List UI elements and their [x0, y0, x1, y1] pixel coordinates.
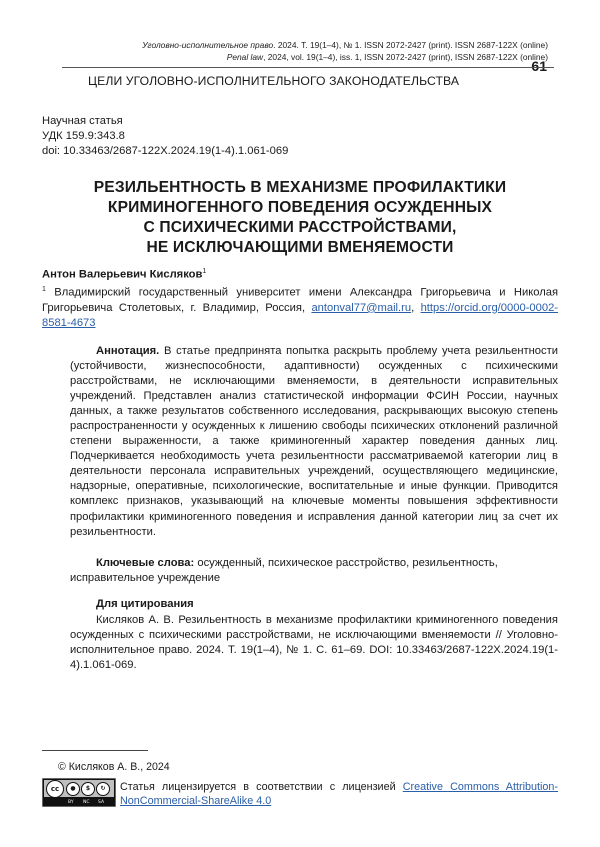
- abstract-text: В статье предпринята попытка раскрыть проблему учета резильентности (устойчивости, жизнеспособности, адаптивности) осужденных с психическими расстройствами, не исключающими вменяемости, в деятельности исправительных учреждений. Представлен анализ статистической информации ФСИН России, научных данных, а также результатов собственного исследования, раскрывающих высокую степень распространенности у осужденных к лишению свободы психических отклонений различной степени выраженности, а также криминогенный характер поведения данных лиц. Подчеркивается необходимость учета резильентности рассматриваемой категории лиц в деятельности персонала исправительных учреждений, осуществляющего медицинские, надзорные, оперативные, психологические, воспитательные и иные функции. Приводится комплекс признаков, указывающий на ключевые моменты повышения эффективности профилактики криминогенного поведения и исправления данной категории лиц за счет их резильентности.: [70, 345, 558, 538]
- journal-issue-en: , 2024, vol. 19(1–4), iss. 1, ISSN 2072-2427 (print), ISSN 2687-122X (online): [263, 52, 548, 62]
- cc-license-badge[interactable]: [42, 778, 116, 807]
- license-text: Статья лицензируется в соответствии с лицензией: [120, 781, 396, 793]
- keywords-text: осужденный, психическое расстройство, резильентность, исправительное учреждение: [70, 557, 498, 584]
- citation-heading: Для цитирования: [96, 598, 194, 610]
- email-link[interactable]: antonval77@mail.ru: [311, 302, 411, 314]
- footer-divider: [42, 750, 148, 751]
- noncommercial-icon: $: [81, 782, 95, 796]
- title-line: КРИМИНОГЕННОГО ПОВЕДЕНИЯ ОСУЖДЕННЫХ: [60, 198, 540, 218]
- article-type: Научная статья: [42, 114, 288, 129]
- journal-header-en: [62, 52, 548, 63]
- citation-text: Кисляков А. В. Резильентность в механизме профилактики криминогенного поведения осужденных с психическими расстройствами, не исключающими вменяемости // Уголовно-исполнительное право. 2024. Т. 19(1–4), № 1. С. 61–69. DOI: 10.33463/2687-122X.2024.19(1-4).1.061-069.: [70, 613, 558, 673]
- journal-name-ru: Уголовно-исполнительное право: [142, 40, 273, 50]
- journal-name-en: Penal law: [227, 52, 263, 62]
- doi: doi: 10.33463/2687-122X.2024.19(1-4).1.061-069: [42, 144, 288, 159]
- title-line: НЕ ИСКЛЮЧАЮЩИМИ ВМЕНЯЕМОСТИ: [60, 238, 540, 258]
- nc-label: NC: [83, 800, 90, 805]
- page-number: 61: [531, 58, 547, 74]
- author-name: [42, 268, 206, 281]
- by-label: BY: [68, 800, 74, 805]
- citation: [70, 613, 558, 673]
- sa-label: SA: [98, 800, 104, 805]
- journal-issue-ru: . 2024. Т. 19(1–4), № 1. ISSN 2072-2427 (print). ISSN 2687-122X (online): [273, 40, 548, 50]
- affiliation-mark: 1: [42, 286, 46, 293]
- title-line: С ПСИХИЧЕСКИМИ РАССТРОЙСТВАМИ,: [60, 218, 540, 238]
- attribution-icon: ●: [66, 782, 80, 796]
- title-line: РЕЗИЛЬЕНТНОСТЬ В МЕХАНИЗМЕ ПРОФИЛАКТИКИ: [60, 178, 540, 198]
- journal-header-ru: [62, 40, 548, 51]
- sharealike-icon: ↻: [96, 782, 110, 796]
- keywords: [70, 556, 558, 586]
- orcid-link[interactable]: https://orcid.org/0000-0002-8581-4673: [42, 302, 558, 329]
- header-divider: [62, 67, 554, 68]
- abstract-label: Аннотация.: [96, 345, 159, 357]
- license-link[interactable]: Creative Commons Attribution-NonCommercial-ShareAlike 4.0: [120, 781, 558, 807]
- affiliation-text: Владимирский государственный университет имени Александра Григорьевича и Николая Григорьевича Столетовых, г. Владимир, Россия,: [42, 287, 558, 314]
- section-title: ЦЕЛИ УГОЛОВНО-ИСПОЛНИТЕЛЬНОГО ЗАКОНОДАТЕЛЬСТВА: [88, 74, 459, 88]
- author-mark: 1: [202, 268, 206, 275]
- udc-code: УДК 159.9:343.8: [42, 129, 288, 144]
- keywords-label: Ключевые слова:: [96, 557, 194, 569]
- abstract: [70, 344, 558, 540]
- article-title: [60, 178, 540, 258]
- copyright: © Кисляков А. В., 2024: [58, 761, 170, 773]
- article-meta: [42, 114, 288, 159]
- author-affiliation: 1 Владимирский государственный университет имени Александра Григорьевича и Николая Григорьевича Столетовых, г. Владимир, Россия, antonval77@mail.ru, https://orcid.org/0000-0002-8581-4673: [42, 282, 558, 331]
- author-name-text: Антон Валерьевич Кисляков: [42, 269, 202, 281]
- license-note: [120, 780, 558, 808]
- cc-icon: cc: [46, 780, 64, 798]
